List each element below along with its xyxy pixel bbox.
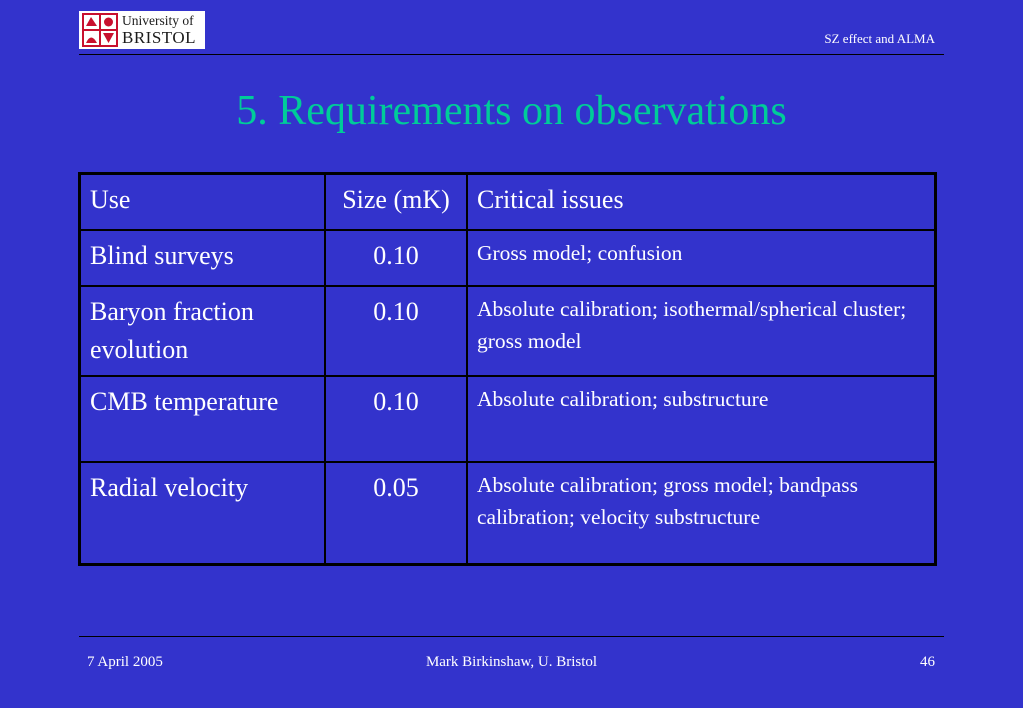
cell-size: 0.05 bbox=[325, 462, 467, 565]
cell-size: 0.10 bbox=[325, 376, 467, 462]
cell-size: 0.10 bbox=[325, 230, 467, 286]
footer-page-number: 46 bbox=[920, 654, 935, 670]
table-header-row bbox=[80, 174, 936, 231]
cell-issues: Absolute calibration; gross model; bandpass calibration; velocity substructure bbox=[467, 462, 936, 565]
footer-rule bbox=[79, 636, 944, 637]
cell-issues: Absolute calibration; isothermal/spherical cluster; gross model bbox=[467, 286, 936, 376]
cell-use: Baryon fraction evolution bbox=[80, 286, 326, 376]
table-row bbox=[80, 286, 936, 376]
footer-author: Mark Birkinshaw, U. Bristol bbox=[425, 654, 598, 670]
cell-issues: Absolute calibration; substructure bbox=[467, 376, 936, 462]
table-row bbox=[80, 462, 936, 565]
cell-size: 0.10 bbox=[325, 286, 467, 376]
bristol-crest-icon bbox=[82, 13, 118, 47]
table-row bbox=[80, 230, 936, 286]
header-presentation-title: SZ effect and ALMA bbox=[824, 31, 935, 46]
cell-use: Radial velocity bbox=[80, 462, 326, 565]
cell-use: CMB temperature bbox=[80, 376, 326, 462]
footer-date: 7 April 2005 bbox=[87, 654, 163, 670]
requirements-table bbox=[78, 172, 937, 566]
logo-line-bristol: BRISTOL bbox=[122, 27, 197, 47]
column-header-use: Use bbox=[80, 174, 326, 231]
column-header-critical-issues: Critical issues bbox=[467, 174, 936, 231]
cell-issues: Gross model; confusion bbox=[467, 230, 936, 286]
logo-line-university: University of bbox=[122, 13, 194, 29]
slide-title: 5. Requirements on observations bbox=[236, 88, 787, 134]
table-row bbox=[80, 376, 936, 462]
cell-use: Blind surveys bbox=[80, 230, 326, 286]
header-rule bbox=[79, 54, 944, 55]
column-header-size: Size (mK) bbox=[325, 174, 467, 231]
university-of-bristol-logo bbox=[79, 11, 205, 49]
